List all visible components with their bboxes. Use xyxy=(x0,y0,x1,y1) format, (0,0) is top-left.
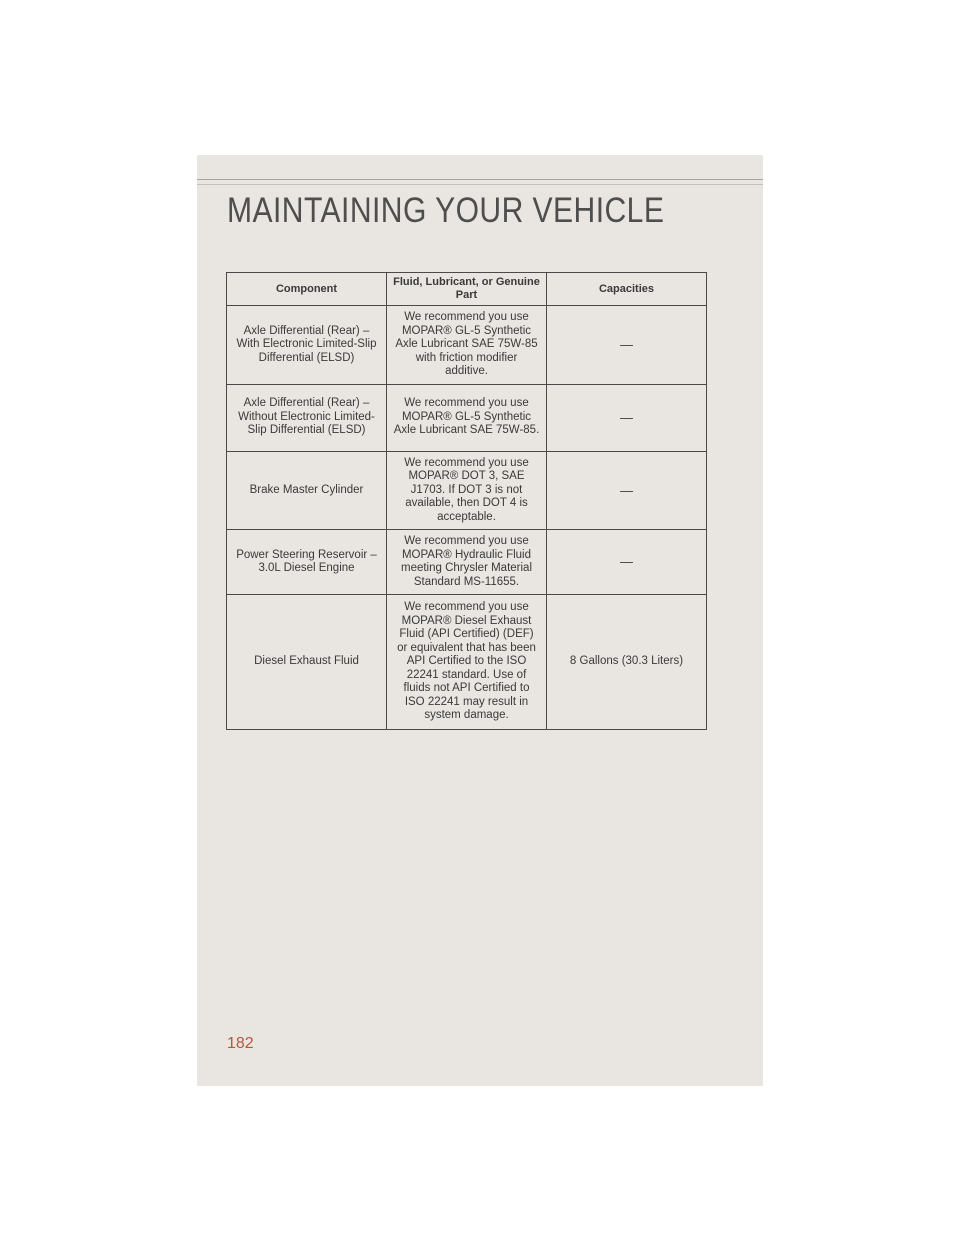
section-title: MAINTAINING YOUR VEHICLE xyxy=(227,191,665,230)
fluid-cell: We recommend you use MOPAR® GL-5 Synthetic Axle Lubricant SAE 75W-85 with friction modifier additive. xyxy=(387,306,547,385)
component-cell: Axle Differential (Rear) – Without Electronic Limited-Slip Differential (ELSD) xyxy=(227,384,387,451)
table-row xyxy=(227,451,707,530)
table-row xyxy=(227,530,707,595)
page-number: 182 xyxy=(227,1035,254,1052)
fluid-cell: We recommend you use MOPAR® GL-5 Synthetic Axle Lubricant SAE 75W-85. xyxy=(387,384,547,451)
fluid-cell: We recommend you use MOPAR® DOT 3, SAE J1703. If DOT 3 is not available, then DOT 4 is acceptable. xyxy=(387,451,547,530)
table-row xyxy=(227,595,707,730)
fluid-cell: We recommend you use MOPAR® Hydraulic Fluid meeting Chrysler Material Standard MS-11655. xyxy=(387,530,547,595)
component-cell: Brake Master Cylinder xyxy=(227,451,387,530)
capacity-cell: — xyxy=(547,384,707,451)
fluid-cell: We recommend you use MOPAR® Diesel Exhaust Fluid (API Certified) (DEF) or equivalent that has been API Certified to the ISO 22241 standard. Use of fluids not API Certified to ISO 22241 may result in system damage. xyxy=(387,595,547,730)
component-cell: Axle Differential (Rear) – With Electronic Limited-Slip Differential (ELSD) xyxy=(227,306,387,385)
manual-page xyxy=(197,155,763,1086)
header-rule xyxy=(197,179,763,180)
capacity-cell: — xyxy=(547,306,707,385)
capacity-cell: — xyxy=(547,451,707,530)
component-cell: Power Steering Reservoir – 3.0L Diesel Engine xyxy=(227,530,387,595)
header-component: Component xyxy=(227,273,387,306)
table-row xyxy=(227,384,707,451)
component-cell: Diesel Exhaust Fluid xyxy=(227,595,387,730)
header-rule-secondary xyxy=(197,184,763,185)
header-fluid: Fluid, Lubricant, or Genuine Part xyxy=(387,273,547,306)
table-row xyxy=(227,306,707,385)
header-capacities: Capacities xyxy=(547,273,707,306)
capacity-cell: — xyxy=(547,530,707,595)
capacity-cell: 8 Gallons (30.3 Liters) xyxy=(547,595,707,730)
table-header-row xyxy=(227,273,707,306)
fluids-capacities-table xyxy=(226,272,707,730)
